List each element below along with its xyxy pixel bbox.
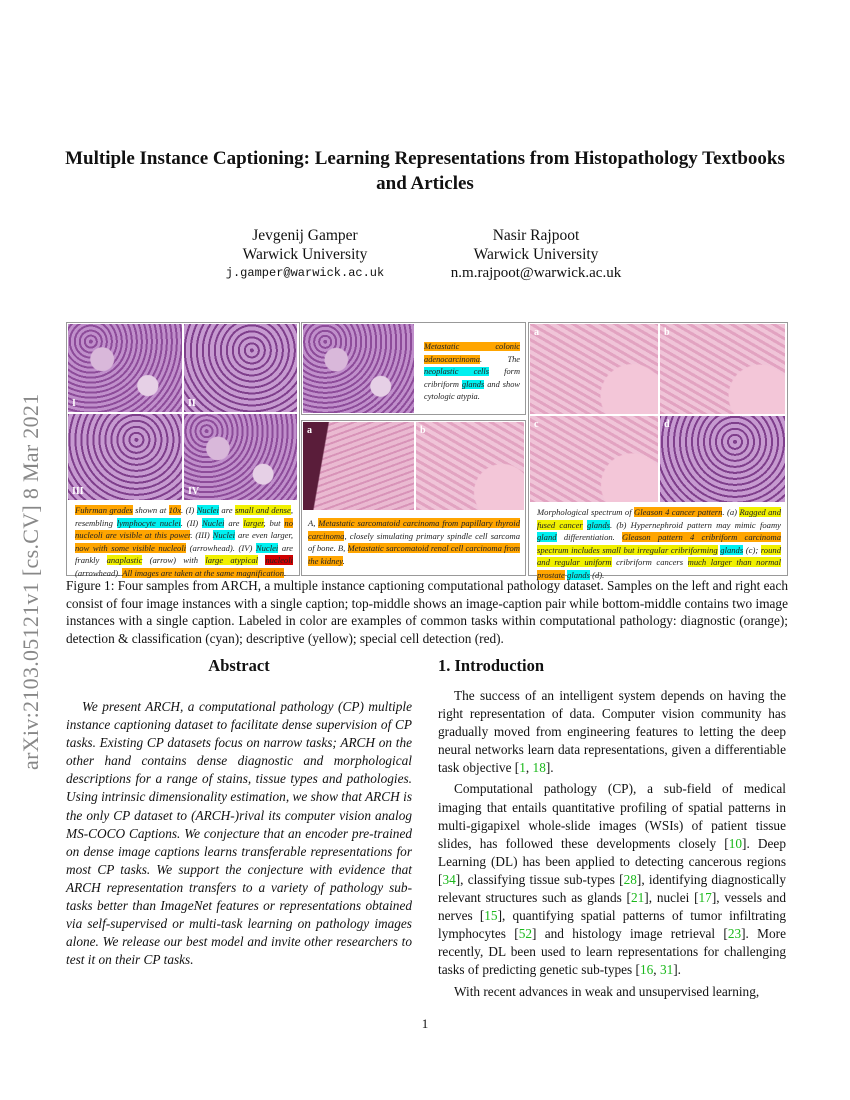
paragraph-text: With recent advances in weak and unsupervised learning, bbox=[454, 983, 760, 999]
caption-text: . (III) bbox=[190, 530, 213, 540]
author-affiliation: Warwick University bbox=[242, 246, 368, 263]
paragraph-text: ], identifying diagnostically relevant structures such as glands [ bbox=[438, 871, 787, 906]
paragraph-text: ] and histology image retrieval [ bbox=[531, 926, 728, 942]
caption-text: . (II) bbox=[180, 517, 203, 528]
histology-image: c bbox=[530, 416, 658, 502]
citation-link[interactable]: 18 bbox=[532, 760, 546, 776]
highlighted-term: lymphocyte nuclei bbox=[116, 517, 181, 528]
page-number: 1 bbox=[421, 1016, 429, 1031]
caption-text: Morphological spectrum of bbox=[537, 507, 635, 517]
paragraph-text: ]. bbox=[545, 760, 554, 776]
intro-paragraph bbox=[438, 983, 786, 1001]
highlighted-term: glands bbox=[587, 519, 610, 530]
caption-text: are even larger, bbox=[235, 530, 293, 540]
highlighted-term: Ragged and fused cancer bbox=[537, 507, 781, 530]
citation-link[interactable]: 10 bbox=[728, 835, 743, 851]
intro-paragraph bbox=[438, 687, 786, 777]
citation-link[interactable]: 34 bbox=[442, 871, 456, 887]
left-panel-caption bbox=[75, 504, 293, 579]
highlighted-term: spectrum includes small but irregular cribriforming bbox=[537, 544, 718, 555]
caption-text: are bbox=[219, 505, 235, 515]
highlighted-term: Metastatic sarcomatoid carcinoma from papillary thyroid carcinoma bbox=[308, 518, 520, 541]
author-name: Nasir Rajpoot bbox=[492, 227, 580, 244]
highlighted-term: larger bbox=[243, 517, 264, 528]
introduction-heading: 1. Introduction bbox=[438, 656, 545, 675]
histology-image: III bbox=[68, 414, 182, 500]
histology-image: a bbox=[530, 324, 658, 414]
highlighted-term: All images are taken at the same magnification bbox=[122, 567, 285, 578]
highlighted-term: Metastatic sarcomatoid renal cell carcinoma from the kidney bbox=[308, 543, 520, 566]
citation-link[interactable]: 15 bbox=[484, 908, 498, 924]
caption-text: . bbox=[284, 567, 287, 578]
paragraph-text: ]. More recently, DL been used to learn representations for challenging tasks of predicting genetic sub-types [ bbox=[438, 926, 786, 978]
highlighted-term: 10x bbox=[168, 505, 182, 515]
caption-text: . (a) bbox=[722, 507, 740, 517]
paragraph-text: ], vessels and nerves [ bbox=[438, 890, 787, 924]
figure-panel-right bbox=[528, 322, 788, 580]
figure-panel-middle-top bbox=[301, 322, 526, 415]
highlighted-term: Nuclei bbox=[212, 530, 236, 540]
middle-bottom-caption bbox=[308, 517, 520, 567]
caption-text: cribriform cancers bbox=[611, 557, 688, 567]
author-name: Jevgenij Gamper bbox=[252, 227, 358, 244]
citation-link[interactable]: 31 bbox=[659, 962, 674, 978]
paragraph-text: ], classifying tissue sub-types [ bbox=[455, 871, 624, 887]
author-email: j.gamper@warwick.ac.uk bbox=[225, 266, 385, 280]
highlighted-term: Gleason pattern 4 cribriform carcinoma bbox=[622, 532, 781, 542]
histology-image: II bbox=[184, 324, 297, 412]
highlighted-term: glands bbox=[720, 544, 744, 555]
paragraph-text: , bbox=[653, 962, 660, 978]
highlighted-term: no nucleoli are visible at this power bbox=[75, 517, 293, 540]
caption-text: . The bbox=[479, 354, 520, 364]
caption-text: . (b) Hypernephroid pattern may mimic foamy bbox=[609, 519, 781, 530]
intro-paragraph bbox=[438, 780, 786, 979]
introduction-section bbox=[438, 656, 786, 1001]
paragraph-text: ]. Deep Learning (DL) has been applied to detecting cancerous regions [ bbox=[438, 835, 786, 887]
paragraph-text: ]. bbox=[673, 962, 682, 978]
caption-text: , but bbox=[263, 517, 285, 528]
histology-image: d bbox=[660, 416, 785, 502]
histology-image: b bbox=[416, 422, 524, 510]
highlighted-term: glands bbox=[567, 569, 590, 580]
caption-text: , closely simulating primary spindle cell sarcoma of bone. B, bbox=[308, 530, 520, 553]
highlighted-term: anaplastic bbox=[106, 555, 143, 565]
caption-text: . bbox=[342, 555, 345, 566]
caption-text: (arrowhead). bbox=[75, 567, 123, 578]
paragraph-text: , bbox=[525, 760, 533, 776]
author-affiliation: Warwick University bbox=[473, 246, 599, 263]
author-1 bbox=[175, 226, 435, 283]
citation-link[interactable]: 17 bbox=[698, 890, 712, 906]
highlighted-term: Nuclei bbox=[255, 542, 279, 553]
highlighted-term: glands bbox=[461, 379, 485, 389]
abstract-text: We present ARCH, a computational pathology (CP) multiple instance captioning dataset to facilitate dense supervision of CP tasks. Existing CP datasets focus on narrow tasks; ARCH on the other hand contains dense diagnostic and morphological descriptions for a range of stains, tissue types and pathologies. Using intrinsic dimensionality estimation, we show that ARCH is the only CP dataset to (ARCH-)rival its computer vision analog MS-COCO Captions. We conjecture that an encoder pre-trained on dense image captions learns transferable representations for most CP tasks. We support the conjecture with evidence that ARCH representation transfers to a variety of pathology sub-tasks better than ImageNet features or representations obtained via self-supervised or multi-task learning on pathology images alone. We release our best model and invite other researchers to test it on their CP tasks. bbox=[66, 699, 412, 968]
caption-text: differentiation. bbox=[556, 532, 623, 542]
histology-image: a bbox=[303, 422, 414, 510]
caption-text: . (I) bbox=[181, 505, 197, 515]
author-email: n.m.rajpoot@warwick.ac.uk bbox=[450, 265, 622, 281]
caption-text: A, bbox=[308, 518, 319, 528]
highlighted-term: nucleoli bbox=[265, 555, 293, 565]
highlighted-term: large atypical bbox=[205, 555, 259, 565]
caption-text: are bbox=[224, 517, 244, 528]
highlighted-term: small and dense bbox=[234, 505, 291, 515]
figure-panel-middle-bottom bbox=[301, 420, 526, 576]
author-2 bbox=[406, 226, 666, 283]
highlighted-term: gland bbox=[537, 532, 557, 542]
citation-link[interactable]: 16 bbox=[640, 962, 654, 978]
abstract-section bbox=[66, 656, 412, 969]
paragraph-text: ], nuclei [ bbox=[644, 890, 699, 906]
highlighted-term: Fuhrman grades bbox=[75, 505, 133, 515]
caption-text: (c); bbox=[743, 544, 761, 555]
arxiv-identifier: arXiv:2103.05121v1 [cs.CV] 8 Mar 2021 bbox=[18, 393, 43, 770]
histology-image: IV bbox=[184, 414, 297, 500]
middle-top-caption bbox=[424, 341, 520, 404]
caption-text: (d). bbox=[589, 569, 605, 580]
histology-image bbox=[303, 324, 414, 413]
citation-link[interactable]: 21 bbox=[631, 890, 645, 906]
histology-image: b bbox=[660, 324, 785, 414]
caption-text: form cribriform bbox=[424, 367, 520, 389]
citation-link[interactable]: 28 bbox=[623, 871, 637, 887]
caption-text: (arrowhead). (IV) bbox=[186, 542, 256, 553]
figure-panel-left bbox=[66, 322, 300, 576]
highlighted-term: now with some visible nucleoli bbox=[75, 542, 187, 553]
citation-link[interactable]: 23 bbox=[727, 926, 742, 942]
highlighted-term: Nuclei bbox=[202, 517, 225, 528]
right-panel-caption bbox=[537, 506, 781, 581]
caption-text: shown at bbox=[132, 505, 169, 515]
abstract-heading: Abstract bbox=[208, 656, 270, 675]
highlighted-term: Nuclei bbox=[196, 505, 220, 515]
paragraph-text: ], quantifying spatial patterns of tumor infiltrating lymphocytes [ bbox=[438, 908, 786, 942]
highlighted-term: much larger than normal bbox=[687, 557, 781, 567]
paragraph-text: Computational pathology (CP), a sub-field of medical imaging that entails quantitative profiling of spatial patterns in multi-gigapixel whole-slide images (WSIs) of patient tissue slides, has followed these developments closely [ bbox=[438, 781, 786, 851]
highlighted-term: round and regular uniform bbox=[537, 544, 781, 567]
caption-text: , resembling bbox=[75, 505, 293, 528]
highlighted-term: neoplastic cells bbox=[424, 367, 489, 376]
citation-link[interactable]: 1 bbox=[519, 760, 526, 776]
highlighted-term: Metastatic colonic adenocarcinoma bbox=[424, 342, 520, 364]
citation-link[interactable]: 52 bbox=[518, 926, 532, 942]
highlighted-term: Gleason 4 cancer pattern bbox=[634, 507, 723, 517]
caption-text: and show cytologic atypia. bbox=[424, 379, 520, 401]
highlighted-term: prostate bbox=[537, 569, 565, 580]
figure-caption: Figure 1: Four samples from ARCH, a multiple instance captioning computational pathology dataset. Samples on the left and right each consist of four image instances with a single caption; top-middle shows an image-caption pair while bottom-middle contains two image instances with a single caption. Labeled in color are examples of common tasks within computational pathology: diagnostic (orange); detection & classification (cyan); descriptive (yellow); special cell detection (red). bbox=[66, 578, 788, 646]
paper-title: Multiple Instance Captioning: Learning Representations from Histopathology Textbooks and Articles bbox=[65, 148, 785, 194]
caption-text: are frankly bbox=[75, 542, 293, 565]
introduction-body bbox=[438, 687, 786, 1001]
caption-text: (arrow) with bbox=[142, 555, 206, 565]
histology-image: I bbox=[68, 324, 182, 412]
paragraph-text: The success of an intelligent system depends on having the right representation of data. Computer vision community has gradually moved from engineering features to letting the deep neural networks learn data representations, given a differentiable task objective [ bbox=[438, 688, 786, 776]
